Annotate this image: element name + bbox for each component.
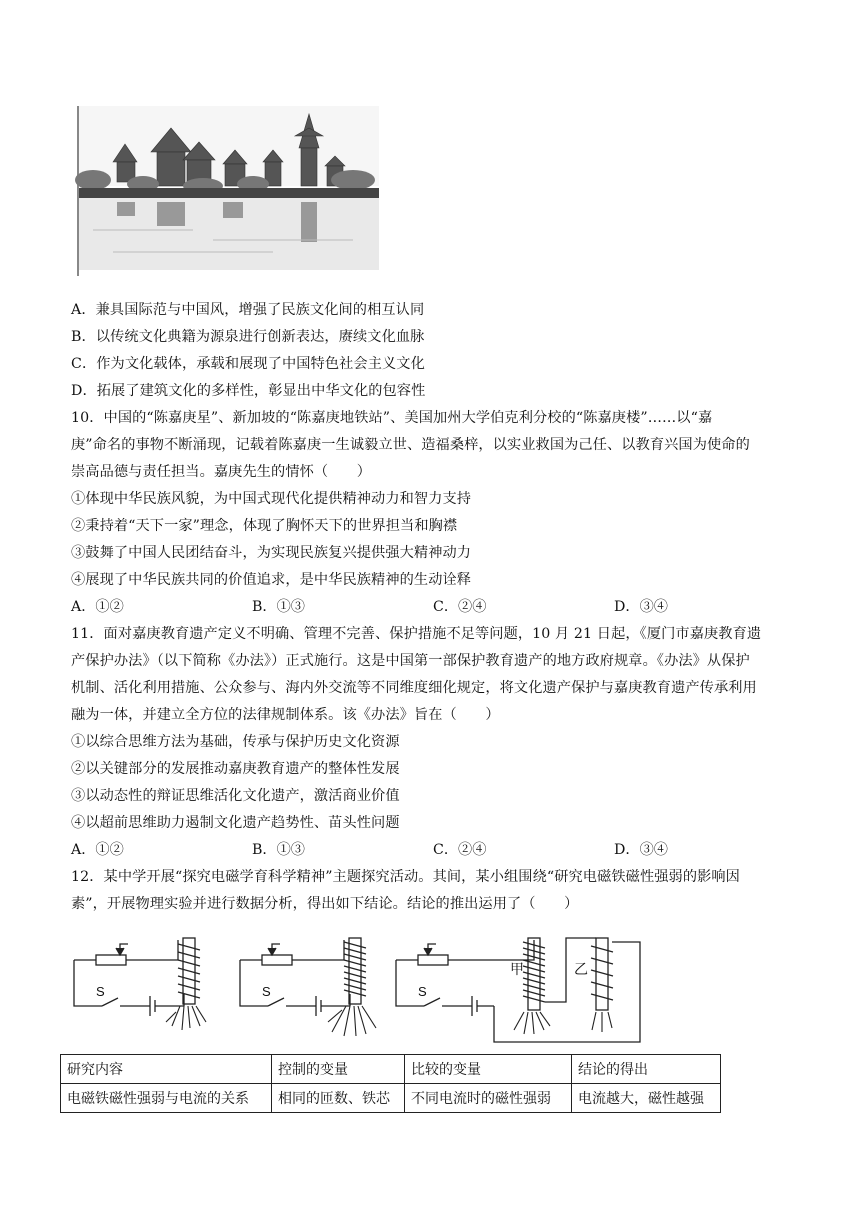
q10-item-4: ④展现了中华民族共同的价值追求，是中华民族精神的生动诠释	[71, 572, 472, 588]
q9-option-c: C．作为文化载体，承载和展现了中国特色社会主义文化	[71, 356, 425, 372]
q12-stem-line-2: 素”，开展物理实验并进行数据分析，得出如下结论。结论的推出运用了（ ）	[71, 896, 579, 912]
q9-option-d: D．拓展了建筑文化的多样性，彰显出中华文化的包容性	[71, 383, 426, 399]
q10-item-1: ①体现中华民族风貌，为中国式现代化提供精神动力和智力支持	[71, 491, 472, 507]
table-cell: 相同的匝数、铁芯	[272, 1084, 405, 1113]
switch-label-3: S	[418, 984, 427, 999]
table-row	[61, 1084, 721, 1113]
q12-stem-line-1: 12．某中学开展“探究电磁学育科学精神”主题探究活动。其间，某小组围绕“研究电磁铁磁性强弱的影响因	[71, 869, 740, 885]
electromagnet-circuit-diagrams	[66, 930, 650, 1046]
q11-stem-line-4: 融为一体，并建立全方位的法律规制体系。该《办法》旨在（ ）	[71, 707, 500, 723]
table-header-row	[61, 1055, 721, 1084]
q11-choice-d: D．③④	[614, 842, 668, 858]
q10-choice-a: A．①②	[71, 599, 124, 615]
q11-item-2: ②以关键部分的发展推动嘉庚教育遗产的整体性发展	[71, 761, 400, 777]
q11-stem-line-1: 11．面对嘉庚教育遗产定义不明确、管理不完善、保护措施不足等问题，10 月 21 日起，《厦门市嘉庚教育遗	[71, 626, 762, 642]
q11-choice-b: B．①③	[252, 842, 305, 858]
q10-item-3: ③鼓舞了中国人民团结奋斗，为实现民族复兴提供强大精神动力	[71, 545, 472, 561]
switch-label-2: S	[262, 984, 271, 999]
q11-choice-a: A．①②	[71, 842, 124, 858]
coil-label-yi: 乙	[574, 962, 588, 978]
q10-stem-line-1: 10．中国的“陈嘉庚星”、新加坡的“陈嘉庚地铁站”、美国加州大学伯克利分校的“陈嘉庚楼”……以“嘉	[71, 410, 713, 426]
table-header-cell: 结论的得出	[572, 1055, 721, 1084]
q10-stem-line-3: 崇高品德与责任担当。嘉庚先生的情怀（ ）	[71, 464, 372, 480]
coil-label-jia: 甲	[510, 962, 524, 978]
switch-label-1: S	[96, 984, 105, 999]
q11-item-4: ④以超前思维助力遏制文化遗产趋势性、苗头性问题	[71, 815, 400, 831]
q9-option-a: A．兼具国际范与中国风，增强了民族文化间的相互认同	[71, 302, 425, 318]
q10-choice-c: C．②④	[433, 599, 487, 615]
table-header-cell: 研究内容	[61, 1055, 272, 1084]
q11-stem-line-2: 产保护办法》（以下简称《办法》）正式施行。这是中国第一部保护教育遗产的地方政府规章。《办法》从保护	[71, 653, 750, 669]
q10-item-2: ②秉持着“天下一家”理念，体现了胸怀天下的世界担当和胸襟	[71, 518, 458, 534]
q11-item-1: ①以综合思维方法为基础，传承与保护历史文化资源	[71, 734, 400, 750]
q11-item-3: ③以动态性的辩证思维活化文化遗产，激活商业价值	[71, 788, 400, 804]
table-cell: 电磁铁磁性强弱与电流的关系	[61, 1084, 272, 1113]
q11-choice-c: C．②④	[433, 842, 487, 858]
q10-choice-b: B．①③	[252, 599, 305, 615]
table-cell: 电流越大，磁性越强	[572, 1084, 721, 1113]
q10-stem-line-2: 庚”命名的事物不断涌现，记载着陈嘉庚一生诚毅立世、造福桑梓，以实业救国为己任、以教育兴国为使命的	[71, 437, 750, 453]
table-header-cell: 比较的变量	[405, 1055, 572, 1084]
q11-stem-line-3: 机制、活化利用措施、公众参与、海内外交流等不同维度细化规定，将文化遗产保护与嘉庚教育遗产传承利用	[71, 680, 757, 696]
q9-option-b: B．以传统文化典籍为源泉进行创新表达，赓续文化血脉	[71, 329, 425, 345]
experiment-table	[60, 1054, 721, 1113]
q10-choice-d: D．③④	[614, 599, 668, 615]
building-sketch-image	[73, 100, 385, 278]
table-header-cell: 控制的变量	[272, 1055, 405, 1084]
table-cell: 不同电流时的磁性强弱	[405, 1084, 572, 1113]
